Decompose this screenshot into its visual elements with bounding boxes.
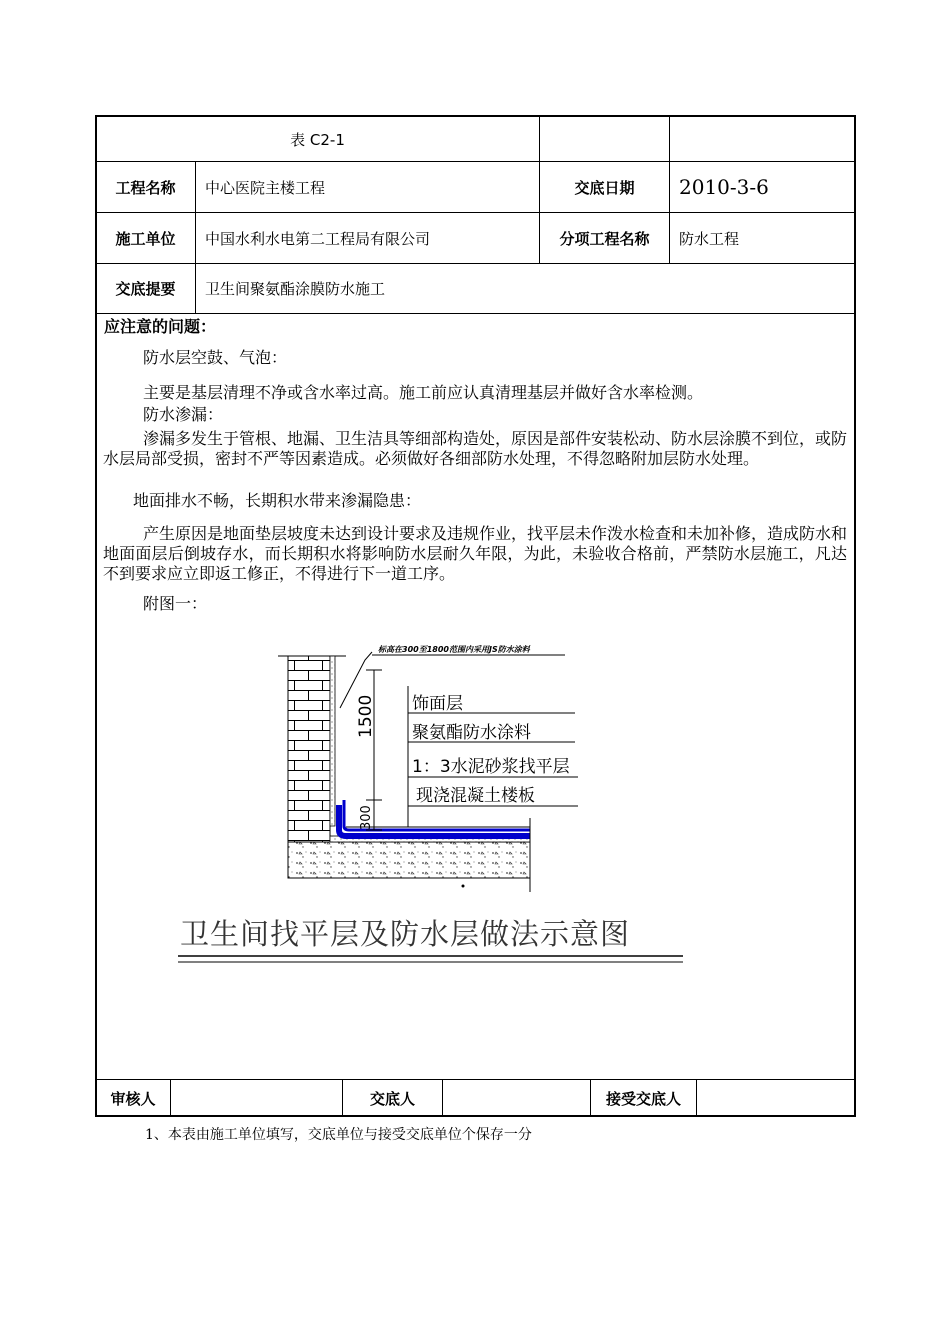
dim-label-300: 300 [359,805,374,830]
reviewer-signature-field[interactable] [171,1080,342,1116]
subitem-value: 防水工程 [679,229,740,248]
col-divider [669,116,670,263]
layer-label-slab: 现浇混凝土楼板 [416,786,535,806]
receiver-signature-field[interactable] [697,1080,854,1116]
layer-label-polyurethane: 聚氨酯防水涂料 [412,723,531,743]
issue2-text: 渗漏多发生于管根、地漏、卫生洁具等细部构造处，原因是部件安装松动、防水层涂膜不到位，或防水层局部受损，密封不严等因素造成。必须做好各细部防水处理，不得忽略附加层防水处理。 [103,429,848,468]
project-name-value: 中心医院主楼工程 [205,178,326,197]
section-title: 应注意的问题： [104,317,217,336]
layer-label-finish: 饰面层 [412,694,463,714]
discloser-signature-field[interactable] [443,1080,590,1116]
footnote: 1、本表由施工单位填写，交底单位与接受交底单位个保存一分 [145,1127,532,1143]
figure-caption: 卫生间找平层及防水层做法示意图 [180,917,631,951]
figure-reference: 附图一： [143,594,208,613]
date-label: 交底日期 [574,178,635,197]
date-value: 2010-3-6 [679,175,769,199]
unit-value: 中国水利水电第二工程局有限公司 [205,229,431,248]
layer-label-screed: 1：3水泥砂浆找平层 [412,757,570,777]
issue2-title: 防水渗漏： [143,405,224,424]
project-name-label: 工程名称 [115,178,176,197]
issue3-title: 地面排水不畅，长期积水带来渗漏隐患： [133,491,422,510]
row-divider [96,313,855,314]
top-note: 标高在300至1800范围内采用JS防水涂料 [378,645,530,654]
issue1-title: 防水层空鼓、气泡： [143,348,288,367]
subitem-label: 分项工程名称 [559,229,650,248]
col-divider [195,161,196,313]
summary-value: 卫生间聚氨酯涂膜防水施工 [205,280,386,298]
discloser-label: 交底人 [369,1089,415,1108]
issue1-text: 主要是基层清理不净或含水率过高。施工前应认真清理基层并做好含水率检测。 [143,383,704,402]
summary-label: 交底提要 [115,280,176,298]
receiver-label: 接受交底人 [605,1089,681,1108]
unit-label: 施工单位 [115,229,176,248]
form-code: 表 C2-1 [290,130,345,149]
issue3-text: 产生原因是地面垫层坡度未达到设计要求及违规作业，找平层未作泼水检查和未加补修，造成防水和地面面层后倒坡存水，而长期积水将影响防水层耐久年限，为此，未验收合格前，严禁防水层施工，凡达不到要求应立即返工修正，不得进行下一道工序。 [103,524,848,583]
reviewer-label: 审核人 [110,1089,156,1108]
dim-label-1500: 1500 [356,694,376,738]
